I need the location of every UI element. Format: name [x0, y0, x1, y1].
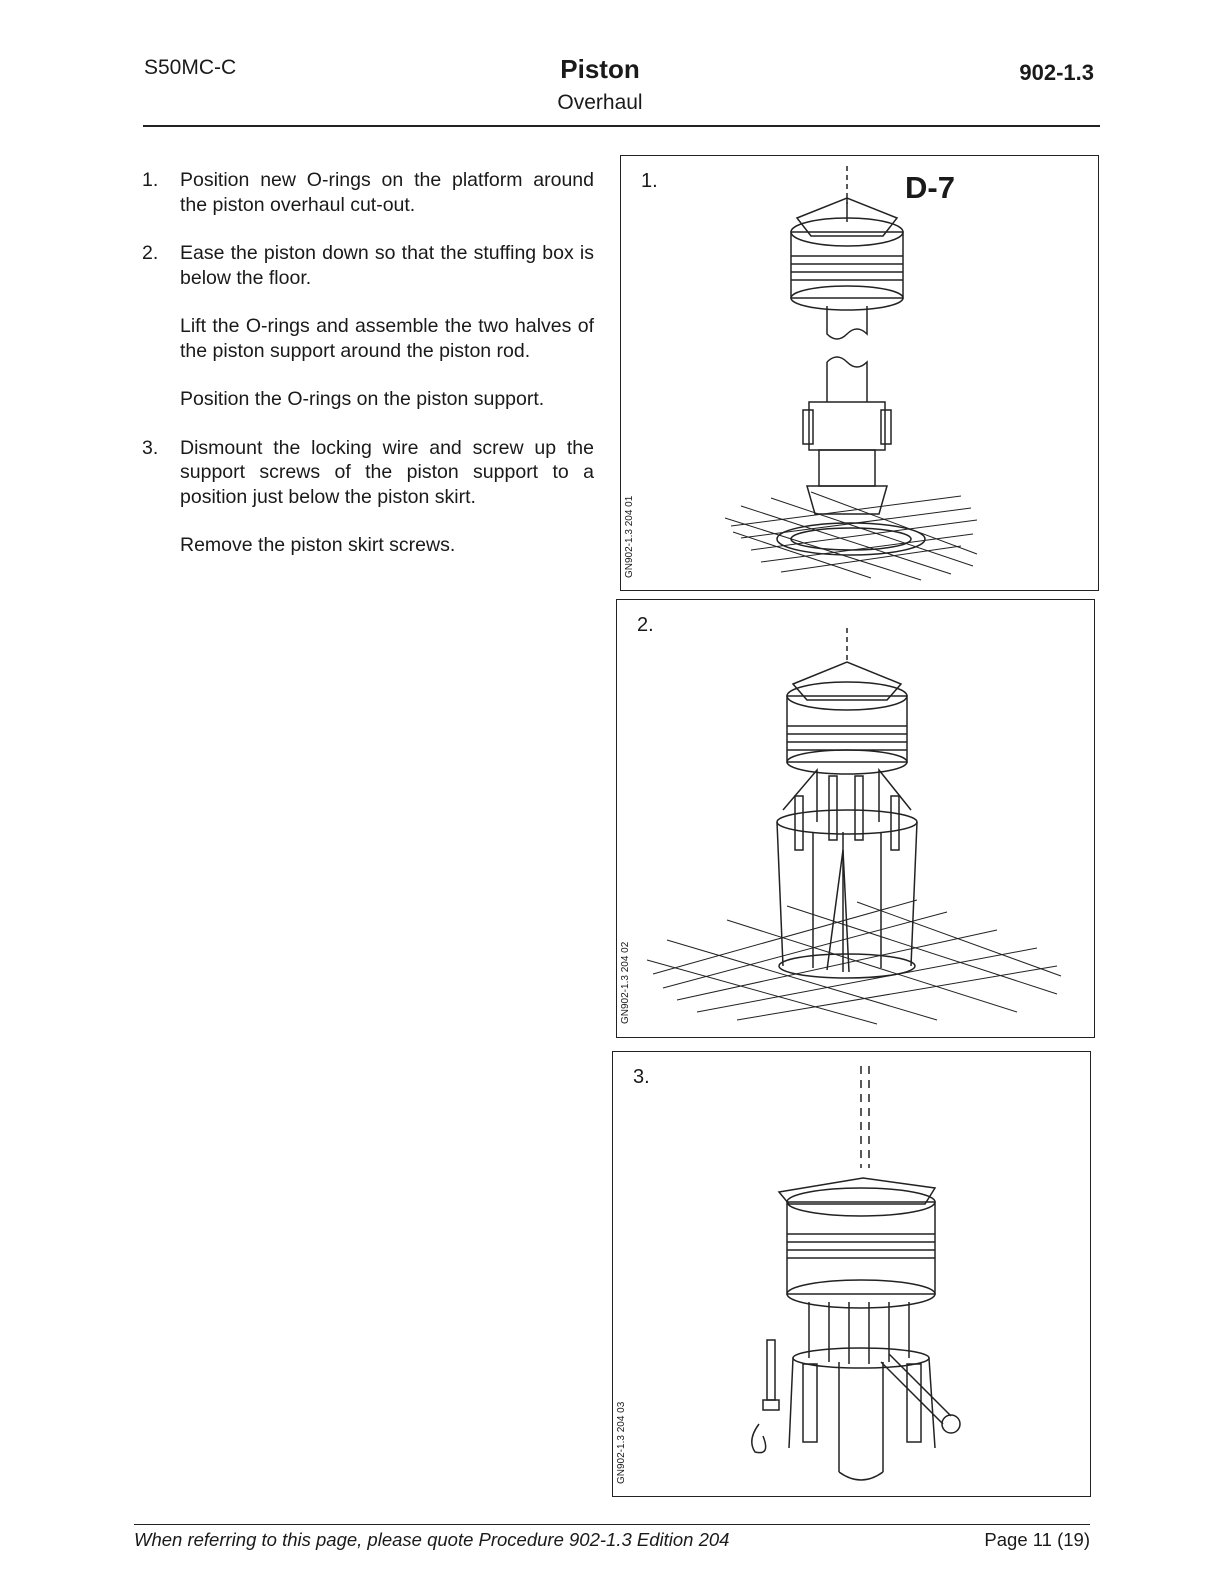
figure-3 — [612, 1051, 1091, 1497]
step-number: 2. — [142, 242, 159, 264]
figure-1-illustration — [621, 156, 1098, 590]
step-1 — [138, 168, 594, 217]
step-text: Remove the piston skirt screws. — [180, 534, 456, 556]
figure-code: GN902-1.3 204 02 — [620, 941, 631, 1024]
step-2 — [138, 241, 594, 412]
procedure-number: 902-1.3 — [1019, 60, 1094, 85]
page-title: Piston — [560, 54, 640, 84]
figure-code: GN902-1.3 204 03 — [616, 1401, 627, 1484]
figure-code: GN902-1.3 204 01 — [624, 495, 635, 578]
instruction-list — [138, 168, 594, 582]
header-rule — [143, 125, 1100, 127]
figure-3-illustration — [613, 1052, 1090, 1496]
figure-tag: D-7 — [905, 170, 955, 205]
footer-reference: When referring to this page, please quote Procedure 902-1.3 Edition 204 — [134, 1529, 730, 1550]
figure-2 — [616, 599, 1095, 1038]
engine-model: S50MC-C — [144, 56, 237, 79]
figure-label: 1. — [641, 170, 658, 192]
step-text: Position new O-rings on the platform around the piston overhaul cut-out. — [180, 169, 594, 216]
step-text: Position the O-rings on the piston support. — [180, 388, 545, 410]
figure-label: 3. — [633, 1066, 650, 1088]
figure-label: 2. — [637, 614, 654, 636]
step-number: 1. — [142, 169, 159, 191]
step-text: Lift the O-rings and assemble the two halves of the piston support around the piston rod. — [180, 315, 594, 362]
figure-2-illustration — [617, 600, 1094, 1037]
page-subtitle: Overhaul — [557, 91, 643, 114]
figure-1 — [620, 155, 1099, 591]
step-3 — [138, 436, 594, 558]
page-number: Page 11 (19) — [984, 1529, 1090, 1550]
step-text: Dismount the locking wire and screw up the support screws of the piston support to a position just below the piston skirt. — [180, 436, 594, 508]
step-number: 3. — [142, 436, 159, 459]
step-text: Ease the piston down so that the stuffing box is below the floor. — [180, 242, 594, 289]
footer-rule — [134, 1524, 1090, 1525]
